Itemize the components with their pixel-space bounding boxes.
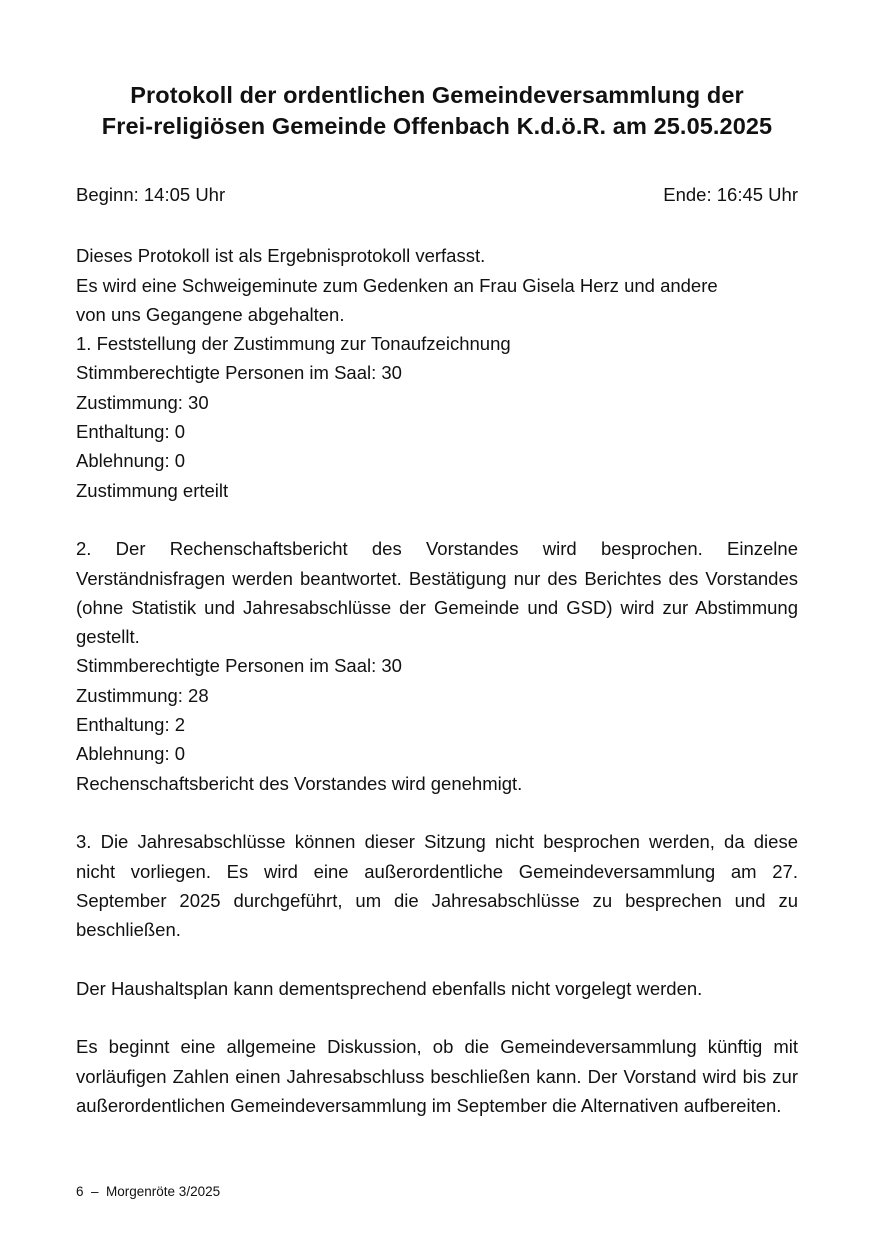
item3-paragraph: 3. Die Jahresabschlüsse können dieser Sitzung nicht besprochen werden, da diese nicht vorliegen. Es wird eine außerordentliche Gemeindeversammlung am 27. September 2025 durchgeführt, um die Jahresabschlüsse zu besprechen und zu beschließen. [76,831,798,941]
page-footer: 6 – Morgenröte 3/2025 [76,1184,221,1199]
document-page [76,80,798,1120]
intro-line-1: Dieses Protokoll ist als Ergebnisprotokoll verfasst. [76,245,486,267]
paragraph-gap [76,944,798,973]
item1-result: Zustimmung erteilt [76,479,229,501]
paragraph-gap [76,1003,798,1032]
item1-heading: 1. Feststellung der Zustimmung zur Tonaufzeichnung [76,333,511,355]
item2-abstain: Enthaltung: 2 [76,714,186,736]
budget-paragraph: Der Haushaltsplan kann dementsprechend ebenfalls nicht vorgelegt werden. [76,977,703,999]
document-title [76,80,798,142]
title-line-2: Frei-religiösen Gemeinde Offenbach K.d.ö.R. am 25.05.2025 [101,113,773,139]
document-body [76,241,798,1120]
title-line-1: Protokoll der ordentlichen Gemeindeversammlung der [130,82,744,108]
item1-reject: Ablehnung: 0 [76,450,186,472]
begin-time: Beginn: 14:05 Uhr [76,184,226,205]
item2-approve: Zustimmung: 28 [76,684,209,706]
intro-line-2: Es wird eine Schweigeminute zum Gedenken an Frau Gisela Herz und andere [76,274,718,296]
meeting-times [76,180,798,209]
item1-eligible: Stimmberechtigte Personen im Saal: 30 [76,362,402,384]
discussion-paragraph: Es beginnt eine allgemeine Diskussion, ob die Gemeindeversammlung künftig mit vorläufigen Zahlen einen Jahresabschluss beschließen kann. Der Vorstand wird bis zur außerordentlichen Gemeindeversammlung im September die Alternativen aufbereiten. [76,1036,798,1116]
intro-line-3: von uns Gegangene abgehalten. [76,303,345,325]
item1-abstain: Enthaltung: 0 [76,421,186,443]
item2-eligible: Stimmberechtigte Personen im Saal: 30 [76,655,402,677]
item2-reject: Ablehnung: 0 [76,743,186,765]
item2-paragraph: 2. Der Rechenschaftsbericht des Vorstandes wird besprochen. Einzelne Verständnisfragen werden beantwortet. Bestätigung nur des Berichtes des Vorstandes (ohne Statistik und Jahresabschlüsse der Gemeinde und GSD) wird zur Abstimmung gestellt. [76,538,798,648]
item2-result: Rechenschaftsbericht des Vorstandes wird genehmigt. [76,772,523,794]
paragraph-gap [76,798,798,827]
paragraph-gap [76,505,798,534]
item1-approve: Zustimmung: 30 [76,391,209,413]
end-time: Ende: 16:45 Uhr [663,184,798,205]
